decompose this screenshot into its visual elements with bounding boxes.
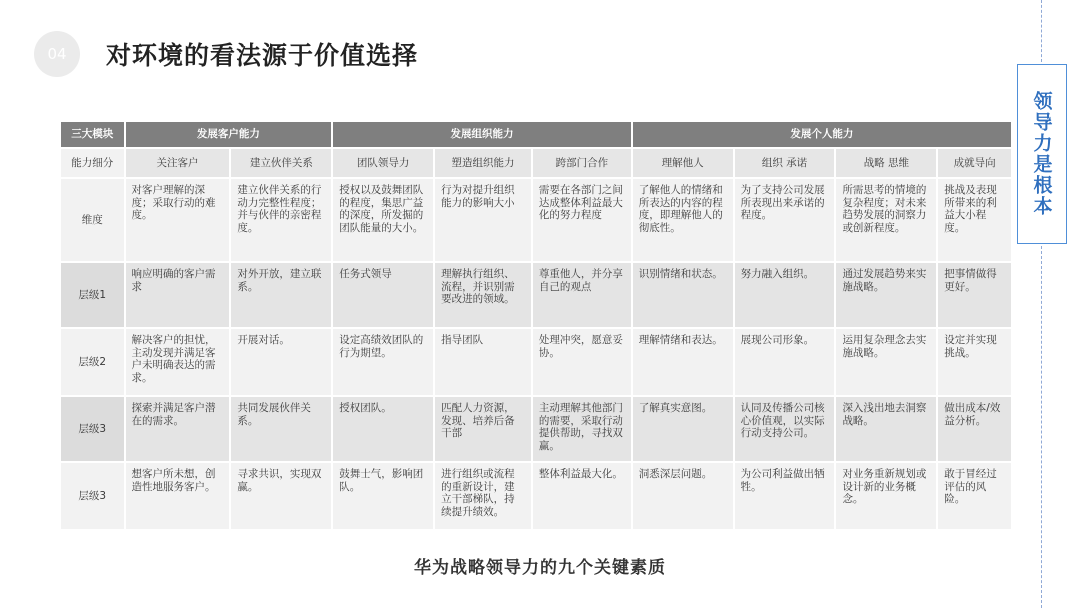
table-cell: 授权团队。	[333, 397, 433, 461]
table-row	[61, 463, 1011, 529]
column-header: 成就导向	[938, 149, 1011, 177]
table-cell: 通过发展趋势来实施战略。	[836, 263, 936, 327]
column-header: 理解他人	[633, 149, 733, 177]
table-cell: 设定高绩效团队的行为期望。	[333, 329, 433, 395]
side-label-box	[1017, 64, 1067, 244]
table-cell: 建立伙伴关系的行动力完整性程度；并与伙伴的亲密程度。	[231, 179, 331, 261]
table-cell: 对外开放，建立联系。	[231, 263, 331, 327]
table-cell: 展现公司形象。	[735, 329, 835, 395]
table-cell: 对客户理解的深度；采取行动的难度。	[126, 179, 230, 261]
subcategory-row	[61, 149, 1011, 177]
figure-caption: 华为战略领导力的九个关键素质	[414, 558, 666, 578]
table-cell: 整体利益最大化。	[533, 463, 631, 529]
page-title: 对环境的看法源于价值选择	[106, 41, 419, 70]
column-header: 塑造组织能力	[435, 149, 531, 177]
column-header: 战略 思维	[836, 149, 936, 177]
column-header: 关注客户	[126, 149, 230, 177]
table-cell: 理解情绪和表达。	[633, 329, 733, 395]
row-label: 维度	[61, 179, 124, 261]
table-row	[61, 179, 1011, 261]
module-header-row	[61, 122, 1011, 147]
row-label: 层级3	[61, 397, 124, 461]
table-cell: 共同发展伙伴关系。	[231, 397, 331, 461]
header-label: 三大模块	[61, 122, 124, 147]
slide-number: 04	[47, 45, 67, 63]
row-label: 层级2	[61, 329, 124, 395]
table-cell: 鼓舞士气，影响团队。	[333, 463, 433, 529]
table-cell: 尊重他人，并分享自己的观点	[533, 263, 631, 327]
table-cell: 进行组织或流程的重新设计，建立干部梯队，持续提升绩效。	[435, 463, 531, 529]
table-cell: 探索并满足客户潜在的需求。	[126, 397, 230, 461]
table-row	[61, 397, 1011, 461]
competency-table	[59, 120, 1013, 531]
table-row	[61, 263, 1011, 327]
table-cell: 了解真实意图。	[633, 397, 733, 461]
column-header: 团队领导力	[333, 149, 433, 177]
table-cell: 所需思考的情境的复杂程度；对未来趋势发展的洞察力或创新程度。	[836, 179, 936, 261]
table-cell: 挑战及表现所带来的利益大小程度。	[938, 179, 1011, 261]
table-cell: 认同及传播公司核心价值观，以实际行动支持公司。	[735, 397, 835, 461]
side-label: 领导力是根本	[1030, 91, 1053, 217]
group-header: 发展客户能力	[126, 122, 332, 147]
table-cell: 了解他人的情绪和所表达的内容的程度，即理解他人的彻底性。	[633, 179, 733, 261]
table-cell: 解决客户的担忧，主动发现并满足客户未明确表达的需求。	[126, 329, 230, 395]
table-cell: 需要在各部门之间达成整体利益最大化的努力程度	[533, 179, 631, 261]
top-dashed-divider	[1041, 0, 1042, 62]
table-row	[61, 329, 1011, 395]
table-cell: 把事情做得更好。	[938, 263, 1011, 327]
column-header: 组织 承诺	[735, 149, 835, 177]
table-cell: 想客户所未想，创造性地服务客户。	[126, 463, 230, 529]
table-cell: 洞悉深层问题。	[633, 463, 733, 529]
table-cell: 指导团队	[435, 329, 531, 395]
group-header: 发展组织能力	[333, 122, 631, 147]
slide-number-badge	[34, 31, 80, 77]
table-cell: 敢于冒经过评估的风险。	[938, 463, 1011, 529]
table-cell: 努力融入组织。	[735, 263, 835, 327]
table-cell: 对业务重新规划或设计新的业务概念。	[836, 463, 936, 529]
table-cell: 为了支持公司发展所表现出来承诺的程度。	[735, 179, 835, 261]
column-header: 跨部门合作	[533, 149, 631, 177]
table-cell: 理解执行组织、流程，并识别需要改进的领域。	[435, 263, 531, 327]
table-cell: 行为对提升组织能力的影响大小	[435, 179, 531, 261]
table-cell: 处理冲突，愿意妥协。	[533, 329, 631, 395]
table-cell: 做出成本/效益分析。	[938, 397, 1011, 461]
table-cell: 授权以及鼓舞团队的程度，集思广益的深度，所发掘的团队能量的大小。	[333, 179, 433, 261]
row-label: 层级3	[61, 463, 124, 529]
table-cell: 运用复杂理念去实施战略。	[836, 329, 936, 395]
table-cell: 主动理解其他部门的需要，采取行动提供帮助，寻找双赢。	[533, 397, 631, 461]
row-label: 层级1	[61, 263, 124, 327]
table-cell: 匹配人力资源，发现、培养后备干部	[435, 397, 531, 461]
table-cell: 深入浅出地去洞察战略。	[836, 397, 936, 461]
table-cell: 设定并实现挑战。	[938, 329, 1011, 395]
sub-label: 能力细分	[61, 149, 124, 177]
table-cell: 为公司利益做出牺牲。	[735, 463, 835, 529]
table-cell: 任务式领导	[333, 263, 433, 327]
column-header: 建立伙伴关系	[231, 149, 331, 177]
table-cell: 响应明确的客户需求	[126, 263, 230, 327]
table-cell: 识别情绪和状态。	[633, 263, 733, 327]
table-cell: 寻求共识，实现双赢。	[231, 463, 331, 529]
group-header: 发展个人能力	[633, 122, 1011, 147]
table-cell: 开展对话。	[231, 329, 331, 395]
